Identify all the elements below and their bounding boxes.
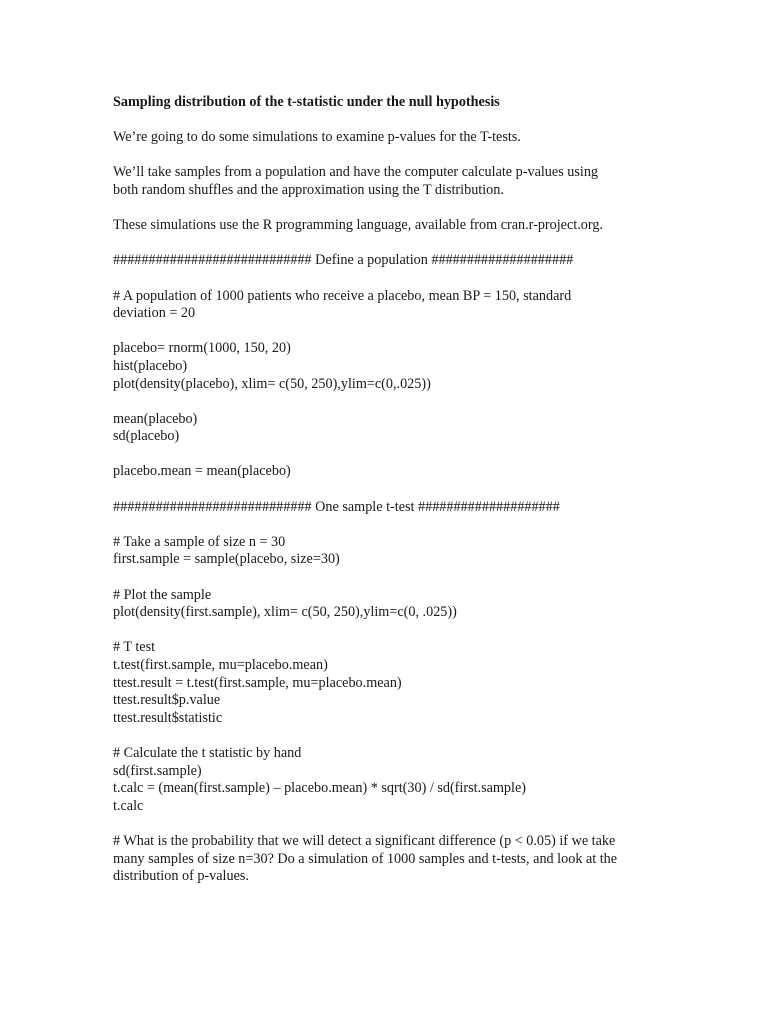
text-line: distribution of p-values.: [113, 868, 249, 885]
text-line: t.test(first.sample, mu=placebo.mean): [113, 657, 328, 673]
paragraph-gap: [113, 235, 653, 253]
document-page: [113, 94, 653, 886]
paragraph: [113, 833, 653, 886]
text-line: placebo.mean = mean(placebo): [113, 463, 291, 480]
paragraph: [113, 463, 653, 481]
text-line: t.calc = (mean(first.sample) – placebo.mean) * sqrt(30) / sd(first.sample): [113, 780, 526, 797]
paragraph: [113, 499, 653, 517]
paragraph: [113, 534, 653, 569]
text-line: placebo= rnorm(1000, 150, 20): [113, 340, 291, 357]
text-line: # Take a sample of size n = 30: [113, 533, 286, 550]
text-line: plot(density(placebo), xlim= c(50, 250),ylim=c(0,.025)): [113, 375, 431, 392]
document-body: [113, 129, 653, 886]
paragraph-gap: [113, 622, 653, 640]
paragraph-gap: [113, 815, 653, 833]
text-line: We’re going to do some simulations to examine p-values for the T-tests.: [113, 129, 521, 146]
paragraph-gap: [113, 727, 653, 745]
text-line: # T test: [113, 639, 156, 656]
text-line: ttest.result$p.value: [113, 692, 221, 709]
paragraph-gap: [113, 481, 653, 499]
document-title: Sampling distribution of the t-statistic under the null hypothesis: [113, 94, 500, 110]
paragraph: [113, 639, 653, 727]
text-line: sd(placebo): [113, 428, 180, 445]
text-line: These simulations use the R programming language, available from cran.r-project.org.: [113, 217, 603, 234]
text-line: many samples of size n=30? Do a simulation of 1000 samples and t-tests, and look at the: [113, 850, 618, 867]
paragraph-gap: [113, 270, 653, 288]
paragraph-gap: [113, 147, 653, 165]
text-line: # What is the probability that we will detect a significant difference (p < 0.05) if we take: [113, 832, 616, 849]
paragraph-gap: [113, 393, 653, 411]
paragraph: [113, 340, 653, 393]
paragraph: [113, 252, 653, 270]
text-line: # Calculate the t statistic by hand: [113, 744, 302, 761]
paragraph-gap: [113, 569, 653, 587]
text-line: ttest.result = t.test(first.sample, mu=placebo.mean): [113, 674, 402, 691]
paragraph-gap: [113, 323, 653, 341]
text-line: sd(first.sample): [113, 762, 202, 779]
paragraph-gap: [113, 200, 653, 218]
text-line: first.sample = sample(placebo, size=30): [113, 551, 340, 568]
paragraph: [113, 587, 653, 622]
text-line: both random shuffles and the approximation using the T distribution.: [113, 181, 504, 198]
text-line: We’ll take samples from a population and have the computer calculate p-values using: [113, 164, 599, 181]
text-line: # A population of 1000 patients who receive a placebo, mean BP = 150, standard: [113, 287, 572, 304]
paragraph-gap: [113, 112, 653, 130]
text-line: plot(density(first.sample), xlim= c(50, 250),ylim=c(0, .025)): [113, 604, 457, 621]
paragraph-gap: [113, 446, 653, 464]
text-line: ttest.result$statistic: [113, 709, 223, 726]
text-line: hist(placebo): [113, 357, 188, 374]
paragraph: [113, 411, 653, 446]
paragraph: [113, 288, 653, 323]
text-line: deviation = 20: [113, 305, 196, 322]
text-line: t.calc: [113, 797, 144, 814]
paragraph: [113, 745, 653, 815]
paragraph: [113, 129, 653, 147]
text-line: # Plot the sample: [113, 586, 212, 603]
text-line: ############################ One sample t-test ####################: [113, 498, 560, 515]
paragraph-gap: [113, 516, 653, 534]
text-line: ############################ Define a population ####################: [113, 252, 574, 269]
text-line: mean(placebo): [113, 410, 198, 427]
paragraph: [113, 164, 653, 199]
paragraph: [113, 217, 653, 235]
